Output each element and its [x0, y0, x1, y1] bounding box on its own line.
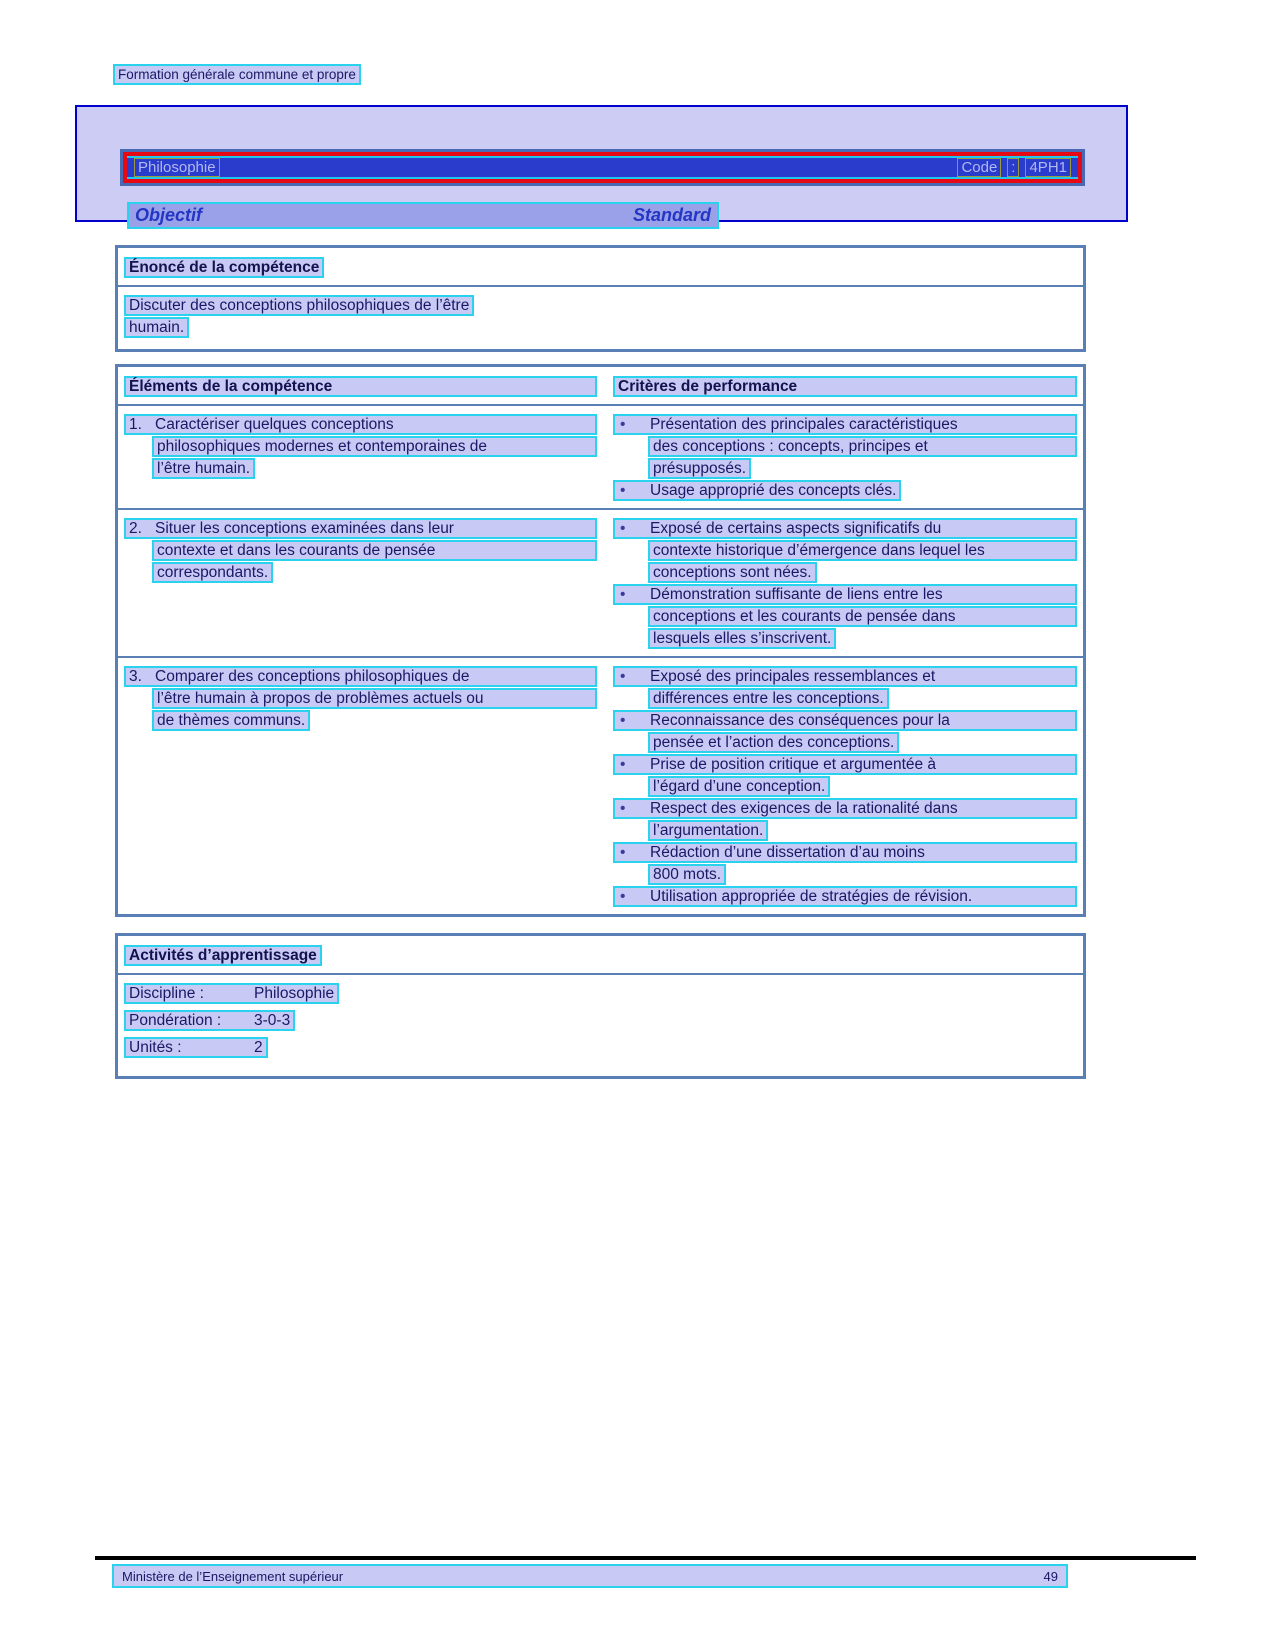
enonce-table-body [118, 287, 1083, 349]
bullet-icon [618, 844, 650, 861]
document-category-note [113, 64, 361, 85]
activities-table-body [118, 975, 1083, 1076]
activity-label: Pondération : [129, 1012, 222, 1029]
footer-page-number: 49 [1043, 1568, 1058, 1584]
bullet-icon [618, 756, 650, 773]
enonce-line: humain. [124, 317, 189, 338]
elements-row-3 [118, 656, 1083, 914]
activity-value: 2 [254, 1039, 263, 1056]
activity-label: Unités : [129, 1039, 182, 1056]
code-label: Code [957, 158, 1001, 177]
criterion-line: conceptions sont nées. [648, 562, 817, 583]
bullet-icon [618, 482, 650, 499]
objectif-heading: Objectif [135, 205, 203, 225]
activities-table-header [118, 936, 1083, 975]
element-line: contexte et dans les courants de pensée [152, 540, 597, 561]
standard-heading: Standard [632, 205, 711, 225]
code-value: 4PH1 [1025, 158, 1071, 177]
footer-rule [95, 1556, 1196, 1560]
criterion-line: présupposés. [648, 458, 751, 479]
bullet-icon [618, 586, 650, 603]
criterion-line: Rédaction d’une dissertation d’au moins [650, 844, 925, 861]
enonce-table-header [118, 248, 1083, 287]
criteria-cell [613, 666, 1083, 908]
element-cell [118, 414, 613, 502]
enonce-header-text: Énoncé de la compétence [124, 257, 324, 278]
activities-table [115, 933, 1086, 1079]
bullet-icon [618, 888, 650, 905]
element-line: Situer les conceptions examinées dans leur [155, 520, 454, 537]
criterion-line: Exposé de certains aspects significatifs du [650, 520, 942, 537]
activity-value: 3-0-3 [254, 1012, 291, 1029]
course-title-bar-inner [127, 156, 1078, 179]
bullet-icon [618, 520, 650, 537]
criterion-line: conceptions et les courants de pensée dans [648, 606, 1077, 627]
criterion-line: contexte historique d’émergence dans lequel les [648, 540, 1077, 561]
elements-row-1 [118, 406, 1083, 508]
course-title-bar [120, 149, 1085, 186]
element-number: 3. [129, 668, 142, 685]
element-line: l’être humain. [152, 458, 255, 479]
criterion-line: Respect des exigences de la rationalité dans [650, 800, 958, 817]
criterion-line: Exposé des principales ressemblances et [650, 668, 936, 685]
activities-header-text: Activités d’apprentissage [124, 945, 322, 966]
element-line: l’être humain à propos de problèmes actuels ou [152, 688, 597, 709]
bullet-icon [618, 416, 650, 433]
element-line: philosophiques modernes et contemporaines de [152, 436, 597, 457]
objectif-standard-band [127, 202, 719, 229]
course-header-box [75, 105, 1128, 225]
element-line: de thèmes communs. [152, 710, 310, 731]
element-cell [118, 518, 613, 650]
course-code-group [957, 158, 1071, 177]
element-line: Caractériser quelques conceptions [155, 416, 394, 433]
elements-table [115, 364, 1086, 917]
category-note-text: Formation générale commune et propre [113, 64, 361, 85]
criterion-line: Reconnaissance des conséquences pour la [650, 712, 950, 729]
enonce-line: Discuter des conceptions philosophiques de l’être [124, 295, 474, 316]
code-separator: : [1007, 158, 1019, 177]
criterion-line: pensée et l’action des conceptions. [648, 732, 899, 753]
bullet-icon [618, 800, 650, 817]
course-title: Philosophie [134, 158, 220, 177]
criterion-line: des conceptions : concepts, principes et [648, 436, 1077, 457]
bullet-icon [618, 712, 650, 729]
criterion-line: différences entre les conceptions. [648, 688, 889, 709]
criteria-cell [613, 414, 1083, 502]
element-line: correspondants. [152, 562, 273, 583]
criteria-cell [613, 518, 1083, 650]
criterion-line: Présentation des principales caractéristiques [650, 416, 958, 433]
bullet-icon [618, 668, 650, 685]
element-number: 2. [129, 520, 142, 537]
criterion-line: Utilisation appropriée de stratégies de révision. [650, 888, 973, 905]
criterion-line: 800 mots. [648, 864, 726, 885]
activity-value: Philosophie [254, 985, 335, 1002]
course-title-bar-red-frame [123, 152, 1082, 183]
elements-table-header [118, 367, 1083, 406]
activity-label: Discipline : [129, 985, 204, 1002]
element-line: Comparer des conceptions philosophiques de [155, 668, 470, 685]
criterion-line: Prise de position critique et argumentée à [650, 756, 937, 773]
criterion-line: Démonstration suffisante de liens entre les [650, 586, 943, 603]
element-cell [118, 666, 613, 908]
criterion-line: l’égard d’une conception. [648, 776, 830, 797]
element-number: 1. [129, 416, 142, 433]
enonce-table [115, 245, 1086, 352]
elements-row-2 [118, 508, 1083, 656]
footer-band [112, 1564, 1068, 1588]
elements-header-left: Éléments de la compétence [124, 376, 597, 397]
footer-ministry-text: Ministère de l’Enseignement supérieur [122, 1568, 344, 1584]
criterion-line: l’argumentation. [648, 820, 768, 841]
criterion-line: Usage approprié des concepts clés. [650, 482, 897, 499]
criterion-line: lesquels elles s’inscrivent. [648, 628, 836, 649]
elements-header-right: Critères de performance [613, 376, 1077, 397]
